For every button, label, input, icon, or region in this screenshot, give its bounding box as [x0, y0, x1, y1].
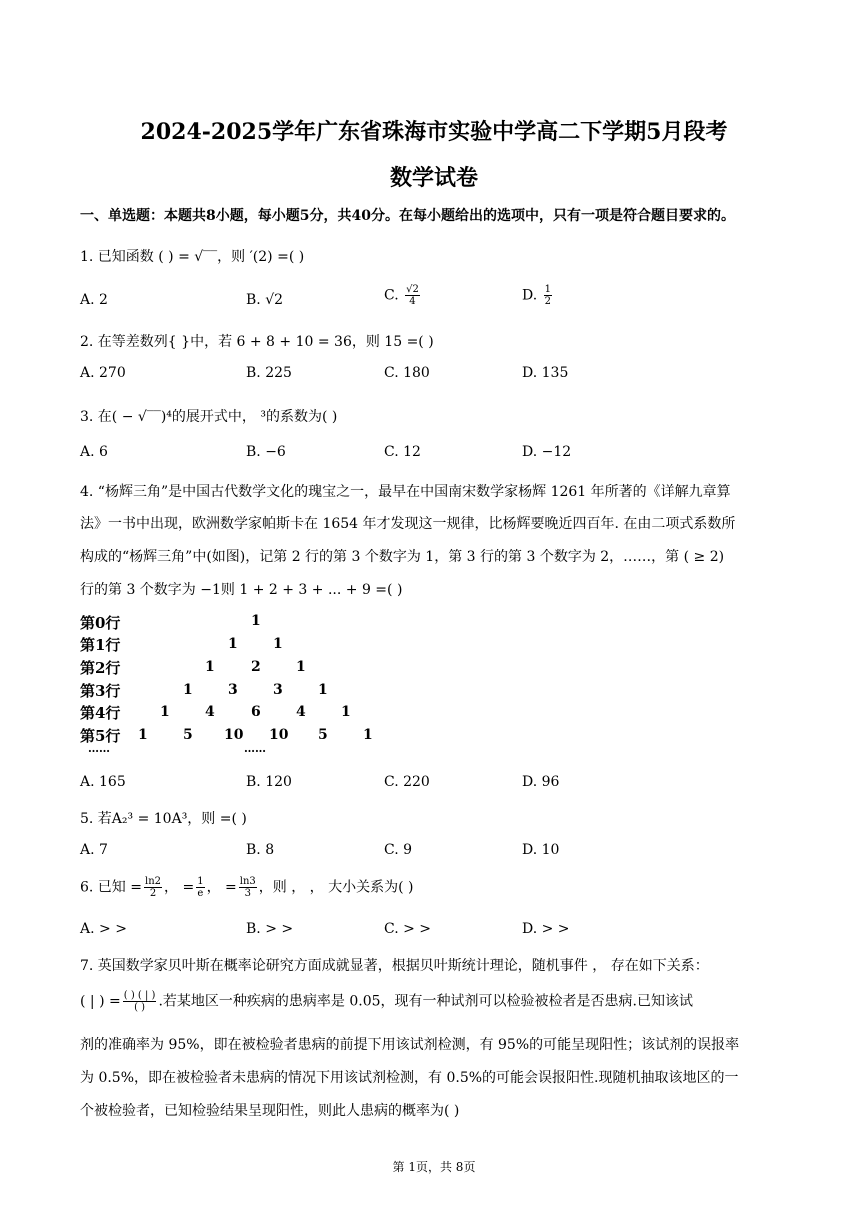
q6-option-d: D. > >: [522, 921, 570, 937]
page-number: 第 1页，共 8页: [392, 1160, 476, 1174]
q6-fraction-a-den: 2: [149, 888, 157, 899]
q1-option-d-num: 1: [544, 284, 552, 295]
q7-bayes-den: ( ): [134, 1002, 146, 1013]
q6-fraction-a: [144, 876, 162, 899]
q6-mid-1: ， =: [164, 879, 195, 896]
triangle-cell: 2: [251, 659, 261, 675]
q1-option-c-den: 4: [409, 296, 416, 307]
q4-option-a: A. 165: [80, 774, 126, 790]
q5-option-d: D. 10: [522, 842, 560, 858]
question-2-stem: 2. 在等差数列{ }中，若 6 + 8 + 10 = 36，则 15 =( ): [80, 334, 434, 350]
q5-option-c: C. 9: [384, 842, 413, 858]
q1-option-a: A. 2: [80, 292, 108, 308]
section-heading: 一、单选题：本题共8小题，每小题5分，共40分。在每小题给出的选项中，只有一项是符合题目要求的。: [80, 208, 735, 224]
triangle-cell: 1: [251, 613, 261, 629]
q6-fraction-c: [239, 876, 257, 899]
q3-option-a: A. 6: [80, 444, 108, 460]
q1-option-d: [522, 284, 554, 307]
q7-bayes-num: ( ) ( | ): [123, 990, 156, 1001]
triangle-cell: 1: [138, 727, 148, 743]
q6-fraction-c-num: ln3: [239, 876, 256, 887]
q6-fraction-b: [196, 876, 204, 899]
q1-option-c-num: √2: [406, 284, 419, 295]
triangle-cell: 1: [363, 727, 373, 743]
q1-option-b: B. √2: [246, 292, 284, 308]
question-7-line-5: 个被检验者，已知检验结果呈现阳性，则此人患病的概率为( ): [80, 1103, 460, 1119]
q1-option-d-den: 2: [544, 296, 552, 307]
triangle-cell: 4: [205, 704, 215, 720]
q6-option-b: B. > >: [246, 921, 294, 937]
q4-option-d: D. 96: [522, 774, 560, 790]
triangle-row-label-0: 第0行: [80, 614, 121, 632]
q6-fraction-b-num: 1: [197, 876, 204, 887]
q2-option-b: B. 225: [246, 365, 292, 381]
q6-fraction-b-den: e: [197, 888, 204, 899]
q7-bayes-fraction: [123, 990, 157, 1013]
triangle-cell: 1: [273, 636, 283, 652]
triangle-row-label-1: 第1行: [80, 636, 121, 654]
q1-option-c-prefix: C.: [384, 287, 404, 304]
question-4-line-2: 法》一书中出现，欧洲数学家帕斯卡在 1654 年才发现这一规律，比杨辉要晚近四百年. 在由二项式系数所: [80, 516, 736, 532]
triangle-cell: 6: [251, 704, 261, 720]
question-7-line-1: 7. 英国数学家贝叶斯在概率论研究方面成就显著，根据贝叶斯统计理论，随机事件 ， 存在如下关系：: [80, 958, 709, 974]
question-5-stem: 5. 若A₂³ = 10A³，则 =( ): [80, 811, 247, 827]
question-4-line-3: 构成的“杨辉三角”中(如图)，记第 2 行的第 3 个数字为 1，第 3 行的第 3 个数字为 2，……，第 ( ≥ 2): [80, 549, 725, 565]
triangle-cell: 1: [160, 704, 170, 720]
triangle-cell: 3: [273, 682, 283, 698]
question-4-line-1: 4. “杨辉三角”是中国古代数学文化的瑰宝之一，最早在中国南宋数学家杨辉 1261 年所著的《详解九章算: [80, 484, 731, 500]
q6-suffix: ，则 ， ， 大小关系为( ): [258, 879, 414, 896]
triangle-ellipsis-left: ……: [88, 742, 110, 755]
q6-fraction-a-num: ln2: [145, 876, 162, 887]
q3-option-d: D. −12: [522, 444, 572, 460]
q2-option-a: A. 270: [80, 365, 126, 381]
q1-option-d-prefix: D.: [522, 287, 542, 304]
triangle-cell: 4: [296, 704, 306, 720]
triangle-row-label-4: 第4行: [80, 704, 121, 722]
triangle-cell: 3: [228, 682, 238, 698]
q6-option-a: A. > >: [80, 921, 127, 937]
question-1-stem: 1. 已知函数 ( ) = √‾‾，则 ′(2) =( ): [80, 249, 305, 265]
triangle-cell: 10: [224, 727, 244, 743]
triangle-cell: 1: [318, 682, 328, 698]
q6-mid-2: ， =: [206, 879, 237, 896]
q1-option-c-fraction: [405, 284, 420, 307]
question-7-line-4: 为 0.5%，即在被检验者未患病的情况下用该试剂检测，有 0.5%的可能会误报阳性.现随机抽取该地区的一: [80, 1070, 739, 1086]
triangle-cell: 5: [318, 727, 328, 743]
triangle-cell: 1: [228, 636, 238, 652]
question-4-line-4: 行的第 3 个数字为 −1则 1 + 2 + 3 + ... + 9 =( ): [80, 582, 403, 598]
q5-option-a: A. 7: [80, 842, 108, 858]
q3-option-b: B. −6: [246, 444, 286, 460]
triangle-cell: 1: [183, 682, 193, 698]
q3-option-c: C. 12: [384, 444, 421, 460]
triangle-cell: 1: [205, 659, 215, 675]
triangle-row-label-5: 第5行: [80, 727, 121, 745]
triangle-row-label-3: 第3行: [80, 682, 121, 700]
q4-option-b: B. 120: [246, 774, 292, 790]
q2-option-c: C. 180: [384, 365, 430, 381]
exam-subtitle: 数学试卷: [389, 165, 478, 191]
triangle-cell: 10: [269, 727, 289, 743]
q2-option-d: D. 135: [522, 365, 569, 381]
triangle-row-label-2: 第2行: [80, 659, 121, 677]
triangle-ellipsis-middle: ……: [244, 742, 266, 755]
q5-option-b: B. 8: [246, 842, 275, 858]
q6-prefix: 6. 已知 =: [80, 879, 142, 896]
question-7-line-3: 剂的准确率为 95%，即在被检验者患病的前提下用该试剂检测，有 95%的可能呈现阳性；该试剂的误报率: [80, 1037, 740, 1053]
triangle-cell: 1: [296, 659, 306, 675]
q6-option-c: C. > >: [384, 921, 432, 937]
q7-formula-lhs: ( | ) =: [80, 993, 121, 1010]
triangle-cell: 1: [341, 704, 351, 720]
q6-fraction-c-den: 3: [244, 888, 251, 899]
q1-option-c: [384, 284, 422, 307]
exam-title: 2024-2025学年广东省珠海市实验中学高二下学期5月段考: [140, 119, 728, 145]
question-6-stem: [80, 876, 414, 899]
question-7-line-2: [80, 990, 693, 1013]
triangle-cell: 5: [183, 727, 193, 743]
q4-option-c: C. 220: [384, 774, 430, 790]
question-3-stem: 3. 在( − √‾‾)⁴的展开式中， ³的系数为( ): [80, 409, 338, 425]
q1-option-d-fraction: [544, 284, 552, 307]
q7-line-2-rest: .若某地区一种疾病的患病率是 0.05，现有一种试剂可以检验被检者是否患病.已知该试: [158, 993, 693, 1010]
